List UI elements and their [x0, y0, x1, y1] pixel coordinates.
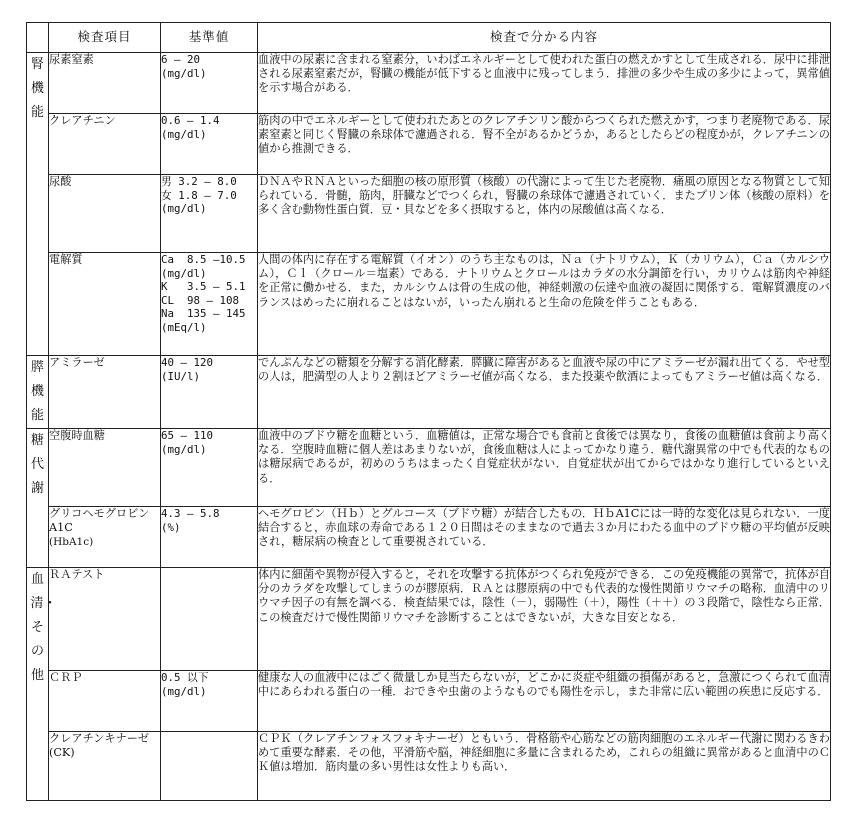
table-row: [27, 568, 831, 671]
reference-range-line: (mg/dl): [161, 442, 207, 456]
test-item-name: グリコヘモグロビンA1C: [49, 507, 150, 535]
reference-range-cell: [161, 671, 258, 732]
reference-range-line: Na 135 – 145: [161, 307, 246, 321]
lab-test-table: [26, 22, 831, 801]
description-cell: ＤＮＡやＲＮＡといった細胞の核の原形質（核酸）の代謝によって生じた老廃物．痛風の原因となる物質として知られている．骨髄，筋肉，肝臓などでつくられ，腎臓の糸球体で濾過されていく．またプリン体（核酸の原料）を多く含む動物性蛋白質．豆・貝などを多く摂取すると，体内の尿酸値は高くなる．: [258, 175, 831, 253]
test-item-cell: [49, 175, 161, 253]
reference-range-line: Ca 8.5 –10.5: [161, 253, 246, 266]
reference-range-cell: [161, 568, 258, 671]
test-item-cell: [49, 732, 161, 801]
test-item-name: ＲＡテスト: [49, 568, 105, 581]
test-item-cell: [49, 53, 161, 114]
test-item-name: 尿素窒素: [49, 53, 94, 66]
reference-range-line: (mg/dl): [161, 127, 207, 141]
table-body: [27, 53, 831, 801]
description-cell: 血液中の尿素に含まれる窒素分，いわばエネルギーとして使われた蛋白の燃えかすとして生成される．尿中に排泄される尿素窒素だが，腎臓の機能が低下すると血液中に残ってしまう．排泄の多少や生成の多少によって，異常値を示す場合がある．: [258, 53, 831, 114]
reference-range-line: 0.5 以下: [161, 671, 209, 684]
reference-range-cell: [161, 114, 258, 175]
table-row: [27, 356, 831, 429]
reference-range-line: (%): [161, 520, 181, 534]
reference-range-line: 65 – 110: [161, 429, 214, 442]
reference-range-line: 男 3.2 – 8.0: [161, 175, 237, 188]
description-cell: 人間の体内に存在する電解質（イオン）のうち主なものは，Ｎａ（ナトリウム），Ｋ（カリウム），Ｃａ（カルシウム），Ｃｌ（クロール＝塩素）である．ナトリウムとクロールはカラダの水分調節を行い，カリウムは筋肉や神経を正常に働かせる．また，カルシウムは骨の生成の他，神経刺激の伝達や血液の凝固に関係する．電解質濃度のバランスはめったに崩れることはないが，いったん崩れると生命の危険を伴うこともある．: [258, 253, 831, 356]
test-item-name: ＣＲＰ: [49, 671, 83, 684]
reference-range-line: K 3.5 – 5.1: [161, 280, 246, 294]
reference-range-line: (mg/dl): [161, 684, 207, 698]
test-item-name: クレアチンキナーゼ(CK): [49, 732, 149, 760]
reference-range-line: 0.6 – 1.4: [161, 114, 220, 127]
reference-range-cell: [161, 429, 258, 507]
header-row: [27, 23, 831, 53]
table-row: [27, 114, 831, 175]
test-item-name: 尿酸: [49, 175, 72, 188]
description-cell: ヘモグロビン（Ｈｂ）とグルコース（ブドウ糖）が結合したもの．ＨｂA1Cには一時的な変化は見られない．一度結合すると，赤血球の寿命である１２０日間はそのままなので過去３か月にわたる血中のブドウ糖の平均値が反映され，糖尿病の検査として重要視されている．: [258, 507, 831, 568]
test-item-cell: [49, 671, 161, 732]
test-item-name: クレアチニン: [49, 114, 116, 127]
test-item-name: 空腹時血糖: [49, 429, 105, 442]
table-row: [27, 732, 831, 801]
reference-range-line: (mg/dl): [161, 266, 207, 280]
reference-range-cell: [161, 175, 258, 253]
table-row: [27, 429, 831, 507]
table-row: [27, 53, 831, 114]
reference-range-line: (mg/dl): [161, 66, 207, 80]
test-item-cell: [49, 507, 161, 568]
reference-range-line: (mg/dl): [161, 202, 207, 216]
test-item-name: アミラーゼ: [49, 356, 105, 369]
category-cell: [27, 568, 57, 801]
category-cell: [27, 53, 49, 356]
table-row: [27, 253, 831, 356]
reference-range-cell: [161, 356, 258, 429]
header-category: [27, 23, 49, 53]
reference-range-cell: [161, 53, 258, 114]
category-cell: [27, 356, 49, 429]
header-description: 検査で分かる内容: [258, 23, 831, 53]
reference-range-cell: [161, 253, 258, 356]
category-label: 血清・その他: [30, 572, 57, 683]
test-item-cell: [49, 356, 161, 429]
reference-range-line: 40 – 120: [161, 356, 214, 369]
description-cell: 血液中のブドウ糖を血糖という．血糖値は，正常な場合でも食前と食後では異なり，食後の血糖値は食前より高くなる．空腹時血糖に個人差はあまりないが，食後血糖は人によってかなり違う．糖代謝異常の中でも代表的なものは糖尿病であるが，初めのうちはまったく自覚症状がない．自覚症状が出てからではかなり進行しているといえる．: [258, 429, 831, 507]
table-row: [27, 507, 831, 568]
test-item-cell: [49, 114, 161, 175]
test-item-note: (HbA1c): [49, 536, 94, 549]
header-test-item: 検査項目: [49, 23, 161, 53]
test-item-name: 電解質: [49, 253, 83, 266]
category-label: 腎機能: [30, 57, 44, 120]
reference-range-line: (mEq/l): [161, 320, 207, 334]
reference-range-cell: [161, 507, 258, 568]
reference-range-line: 4.3 – 5.8: [161, 507, 220, 520]
reference-range-cell: [161, 732, 258, 801]
reference-range-line: 6 – 20: [161, 53, 201, 66]
description-cell: ＣＰＫ（クレアチンフォスフォキナーゼ）ともいう．骨格筋や心筋などの筋肉細胞のエネルギー代謝に関わるきわめて重要な酵素．その他，平滑筋や脳，神経細胞に多量に含まれるため，これらの組織に異常があると血清中のＣＫ値は増加．筋肉量の多い男性は女性よりも高い．: [258, 732, 831, 801]
test-item-cell: [49, 429, 161, 507]
description-cell: 体内に細菌や異物が侵入すると，それを攻撃する抗体がつくられ免疫ができる．この免疫機能の異常で，抗体が自分のカラダを攻撃してしまうのが膠原病．ＲＡとは膠原病の中でも代表的な慢性関節リウマチの略称．血清中のリウマチ因子の有無を調べる．検査結果では，陰性（－），弱陽性（＋），陽性（＋＋）の３段階で，陰性なら正常．この検査だけで慢性関節リウマチを診断することはできないが，大きな目安となる．: [258, 568, 831, 671]
test-item-cell: [49, 253, 161, 356]
reference-range-line: 女 1.8 – 7.0: [161, 188, 237, 202]
reference-range-line: (IU/l): [161, 369, 201, 383]
table-row: [27, 175, 831, 253]
description-cell: 健康な人の血液中にはごく微量しか見当たらないが，どこかに炎症や組織の損傷があると，急激につくられて血清中にあらわれる蛋白の一種．おできや虫歯のようなものでも陽性を示し，また非常に広い範囲の疾患に反応する．: [258, 671, 831, 732]
description-cell: 筋肉の中でエネルギーとして使われたあとのクレアチンリン酸からつくられた燃えかす，つまり老廃物である．尿素窒素と同じく腎臓の糸球体で濾過される．腎不全があるかどうか，あるとしたらどの程度かが，クレアチニンの値から推測できる．: [258, 114, 831, 175]
category-label: 膵機能: [30, 360, 44, 423]
reference-range-line: CL 98 – 108: [161, 293, 240, 307]
header-reference-range: 基準値: [161, 23, 258, 53]
category-cell: [27, 429, 49, 568]
test-item-cell: [49, 568, 161, 671]
table-row: [27, 671, 831, 732]
category-label: 糖代謝: [30, 433, 44, 496]
description-cell: でんぷんなどの糖類を分解する消化酵素．膵臓に障害があると血液や尿の中にアミラーゼが漏れ出てくる．やせ型の人は，肥満型の人より２割ほどアミラーゼ値が高くなる．また投薬や飲酒によってもアミラーゼ値は高くなる．: [258, 356, 831, 429]
